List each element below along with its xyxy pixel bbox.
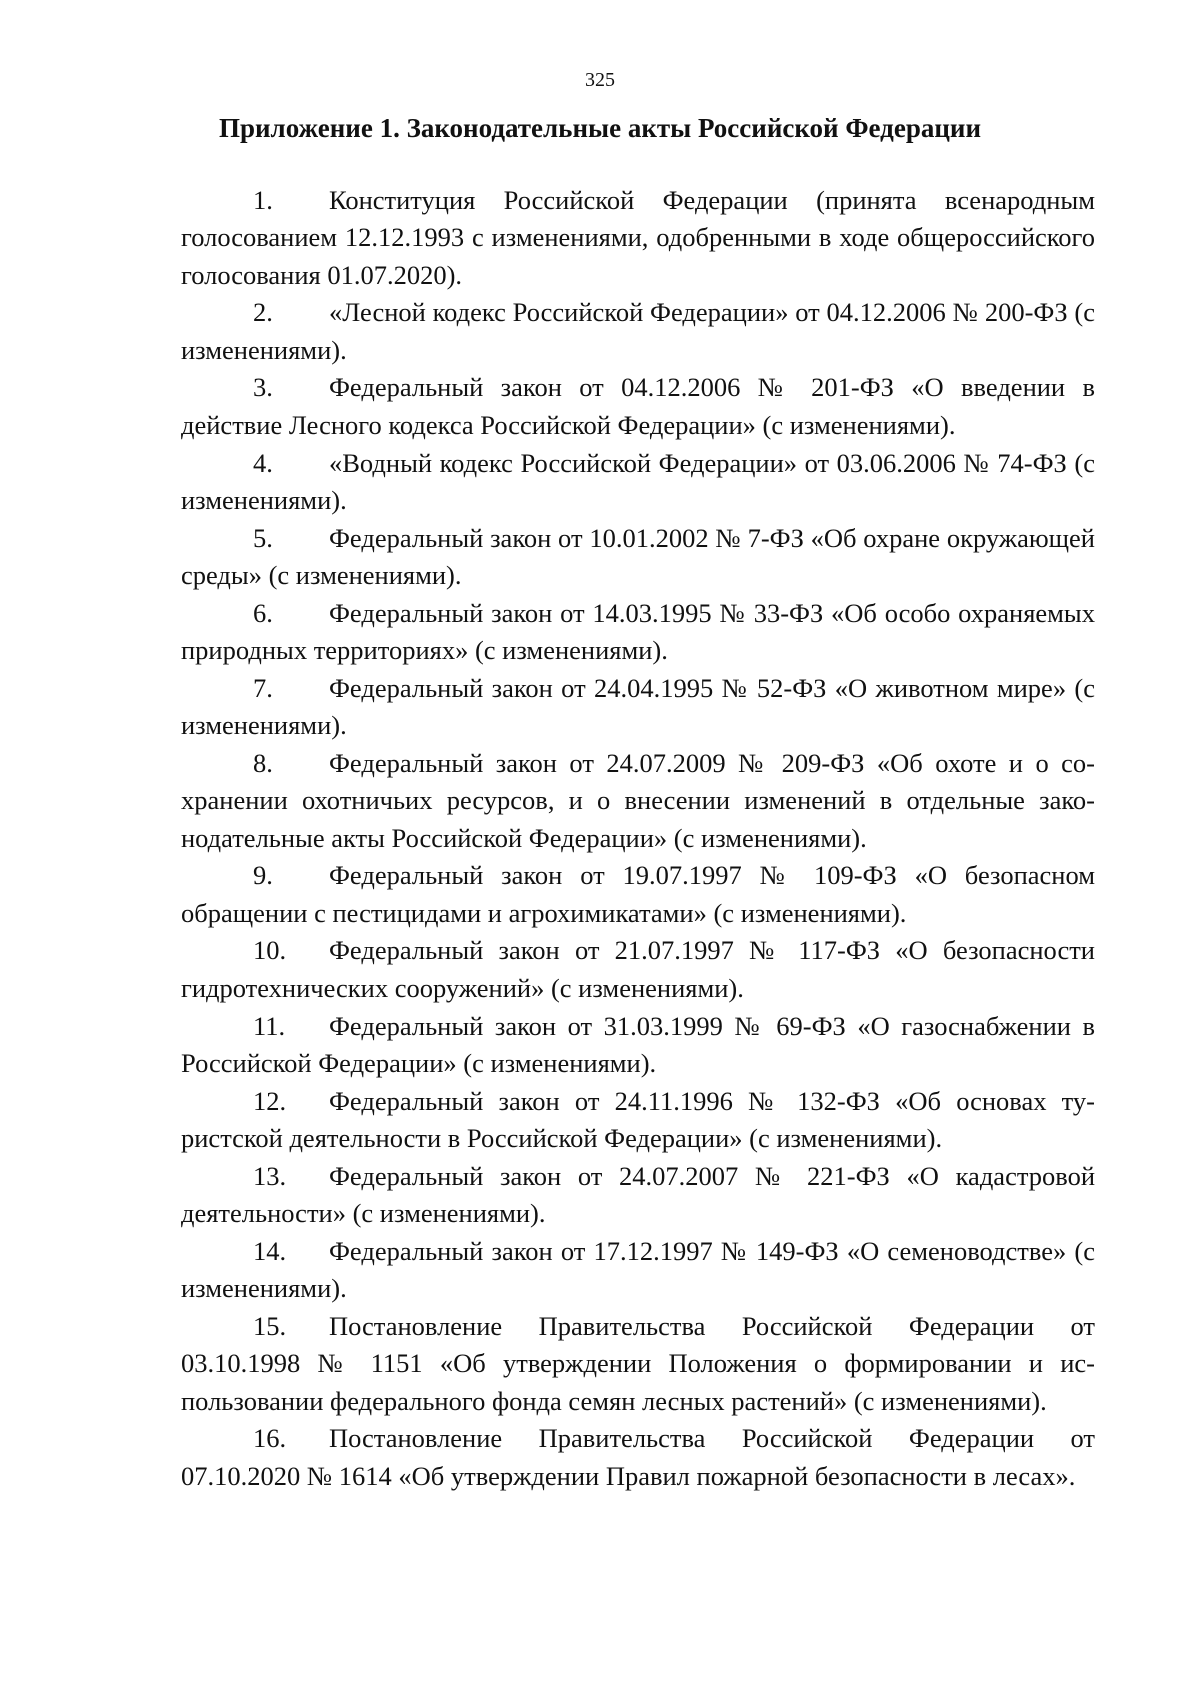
list-item [181,445,1095,520]
item-number: 15. [253,1310,287,1341]
item-text: Федеральный закон от 19.07.1997 № 109-ФЗ «О безопасном обращении с пестицидами и агрохимикатами» (с изменениями). [181,860,1095,928]
item-text: «Лесной кодекс Российской Федерации» от 04.12.2006 № 200-ФЗ (с изменениями). [181,297,1095,365]
item-text: Постановление Правительства Российской Федерации от 03.10.1998 № 1151 «Об утверждении Положения о формировании и использовании федерального фонда семян лесных растений» (с изменениями). [181,1310,1095,1416]
item-number: 1. [253,185,273,215]
item-text: Федеральный закон от 31.03.1999 № 69-ФЗ «О газоснабжении в Российской Федерации» (с изменениями). [181,1010,1095,1078]
item-text: Федеральный закон от 17.12.1997 № 149-ФЗ «О семеноводстве» (с изменениями). [181,1235,1095,1304]
item-number: 2. [253,297,273,328]
list-item [181,1008,1095,1083]
item-number: 8. [253,747,273,778]
list-item [181,745,1095,857]
item-number: 10. [253,935,287,966]
list-item [181,1308,1095,1420]
item-number: 12. [253,1085,287,1116]
item-text: Федеральный закон от 24.07.2007 № 221-ФЗ «О кадастровой деятельности» (с изменениями). [181,1160,1095,1229]
list-item [181,369,1095,444]
page-number: 325 [585,69,615,91]
item-text: Конституция Российской Федерации (принята всенародным голосованием 12.12.1993 с изменениями, одобренными в ходе общероссийского голосования 01.07.2020). [181,185,1095,290]
item-number: 4. [253,447,273,478]
item-number: 9. [253,860,273,891]
item-text: Федеральный закон от 04.12.2006 № 201-ФЗ «О введении в действие Лесного кодекса Российской Федерации» (с изменениями). [181,372,1095,440]
item-text: Федеральный закон от 24.04.1995 № 52-ФЗ «О животном мире» (с изменениями). [181,672,1095,741]
list-item [181,294,1095,369]
item-text: «Водный кодекс Российской Федерации» от 03.06.2006 № 74-ФЗ (с изменениями). [181,447,1095,515]
list-item [181,1158,1095,1233]
list-item [181,670,1095,745]
list-item [181,932,1095,1007]
list-item [181,182,1095,294]
item-text: Федеральный закон от 14.03.1995 № 33-ФЗ «Об особо охраняемых природных территориях» (с изменениями). [181,597,1095,666]
list-item [181,1420,1095,1495]
item-number: 5. [253,522,273,553]
legal-acts-list [181,182,1095,1495]
item-text: Федеральный закон от 21.07.1997 № 117-ФЗ «О безопасности гидротехнических сооружений» (с изменениями). [181,935,1095,1003]
list-item [181,520,1095,595]
item-text: Постановление Правительства Российской Федерации от 07.10.2020 № 1614 «Об утверждении Правил пожарной безопасности в лесах». [181,1423,1095,1491]
appendix-title: Приложение 1. Законодательные акты Российской Федерации [218,113,982,143]
item-number: 14. [253,1235,287,1266]
item-number: 3. [253,372,273,403]
item-text: Федеральный закон от 24.07.2009 № 209-ФЗ «Об охоте и о сохранении охотничьих ресурсов, и о внесении изменений в отдельные законодательные акты Российской Федерации» (с изменениями). [181,747,1095,853]
item-number: 13. [253,1160,287,1191]
item-number: 16. [253,1423,287,1454]
list-item [181,857,1095,932]
list-item [181,1233,1095,1308]
list-item [181,595,1095,670]
list-item [181,1083,1095,1158]
item-number: 11. [253,1010,286,1041]
item-text: Федеральный закон от 24.11.1996 № 132-ФЗ «Об основах туристской деятельности в Российской Федерации» (с изменениями). [181,1085,1095,1153]
item-number: 7. [253,672,273,703]
item-text: Федеральный закон от 10.01.2002 № 7-ФЗ «Об охране окружающей среды» (с изменениями). [181,522,1095,590]
item-number: 6. [253,597,273,628]
